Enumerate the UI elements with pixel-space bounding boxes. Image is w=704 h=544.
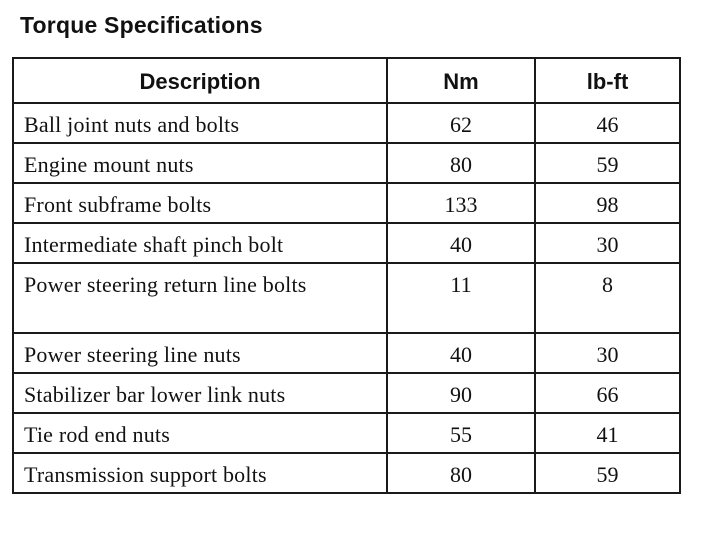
row-lbft-value: 66 xyxy=(535,373,680,413)
table-row xyxy=(13,183,680,223)
torque-spec-table xyxy=(12,57,681,494)
row-nm-value: 40 xyxy=(387,223,535,263)
row-lbft-value: 46 xyxy=(535,103,680,143)
row-description: Stabilizer bar lower link nuts xyxy=(13,373,387,413)
row-lbft-value: 59 xyxy=(535,453,680,493)
row-description: Power steering line nuts xyxy=(13,333,387,373)
row-lbft-value: 41 xyxy=(535,413,680,453)
row-nm-value: 11 xyxy=(387,263,535,333)
row-nm-value: 80 xyxy=(387,143,535,183)
row-lbft-value: 98 xyxy=(535,183,680,223)
row-lbft-value: 30 xyxy=(535,223,680,263)
row-description: Tie rod end nuts xyxy=(13,413,387,453)
row-description: Intermediate shaft pinch bolt xyxy=(13,223,387,263)
row-description: Ball joint nuts and bolts xyxy=(13,103,387,143)
column-header-description: Description xyxy=(13,58,387,103)
row-description: Power steering return line bolts xyxy=(13,263,387,333)
table-row xyxy=(13,453,680,493)
row-nm-value: 133 xyxy=(387,183,535,223)
row-lbft-value: 30 xyxy=(535,333,680,373)
table-row xyxy=(13,263,680,333)
table-header-row xyxy=(13,58,680,103)
row-lbft-value: 59 xyxy=(535,143,680,183)
row-nm-value: 80 xyxy=(387,453,535,493)
column-header-nm: Nm xyxy=(387,58,535,103)
column-header-lbft: lb-ft xyxy=(535,58,680,103)
row-lbft-value: 8 xyxy=(535,263,680,333)
table-row xyxy=(13,413,680,453)
row-description: Engine mount nuts xyxy=(13,143,387,183)
table-row xyxy=(13,333,680,373)
row-description: Transmission support bolts xyxy=(13,453,387,493)
row-nm-value: 40 xyxy=(387,333,535,373)
row-nm-value: 55 xyxy=(387,413,535,453)
table-row xyxy=(13,143,680,183)
row-nm-value: 62 xyxy=(387,103,535,143)
table-row xyxy=(13,373,680,413)
row-description: Front subframe bolts xyxy=(13,183,387,223)
table-row xyxy=(13,223,680,263)
page-title: Torque Specifications xyxy=(20,12,263,38)
table-row xyxy=(13,103,680,143)
row-nm-value: 90 xyxy=(387,373,535,413)
